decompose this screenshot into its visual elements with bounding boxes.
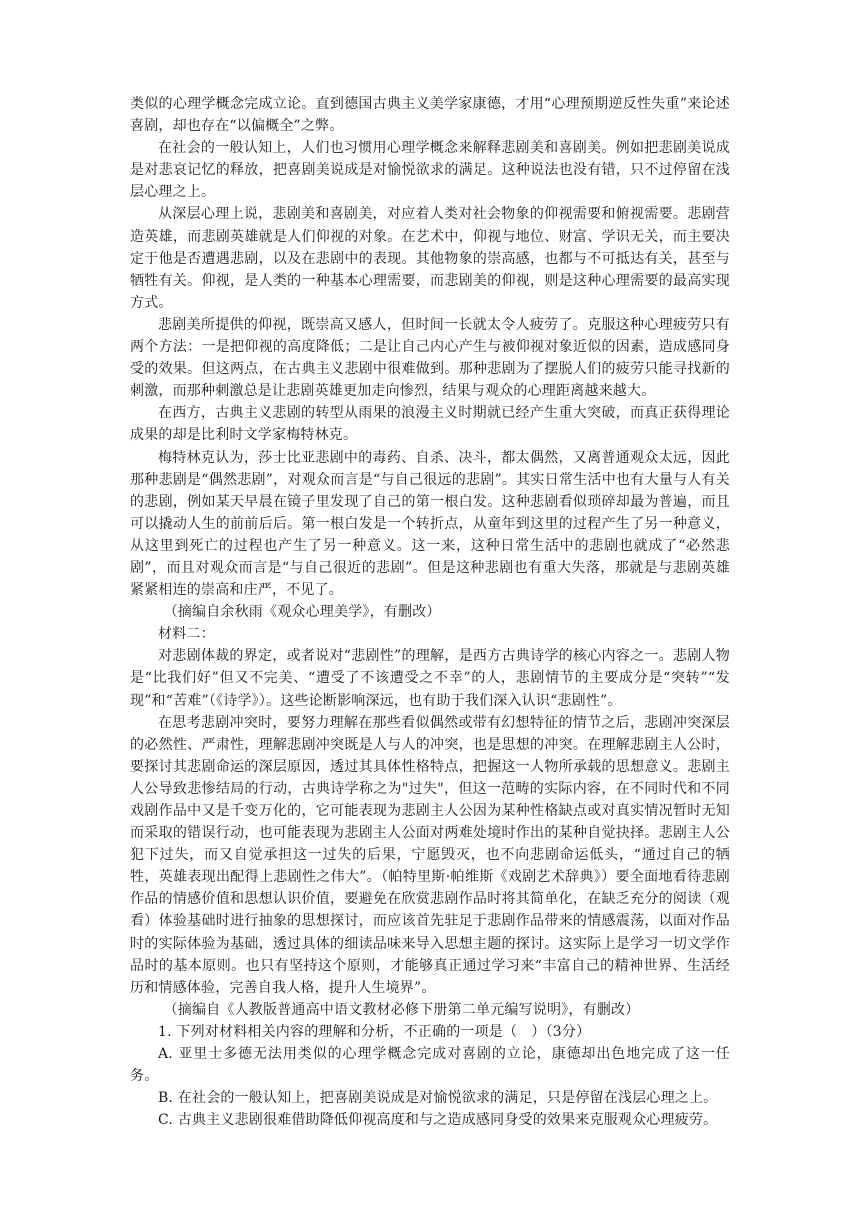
source-note-2: （摘编自《人教版普通高中语文教材必修下册第二单元编写说明》，有删改） [163,1001,640,1018]
paragraph-western-transition: 在西方，古典主义悲剧的转型从雨果的浪漫主义时期就已经产生重大突破，而真正获得理论成果的却是比利时文学家梅特林克。 [130,405,730,444]
paragraph-tragedy-definition: 对悲剧体裁的界定，或者说对“悲剧性”的理解，是西方古典诗学的核心内容之一。悲剧人物是“比我们好”但又不完美、“遭受了不该遭受之不幸”的人，悲剧情节的主要成分是“突转”“发现”和“苦难”（《诗学》）。这些论断影响深远，也有助于我们深入认识“悲剧性”。 [130,648,730,709]
question-1: 1. 下列对材料相关内容的理解和分析，不正确的一项是（ ）（3分） [158,1023,591,1040]
paragraph-fatigue: 悲剧美所提供的仰视，既崇高又感人，但时间一长就太令人疲劳了。克服这种心理疲劳只有两个方法：一是把仰视的高度降低；二是让自己内心产生与被仰视对象近似的因素，造成感同身受的效果。但这两点，在古典主义悲剧中很难做到。那种悲剧为了摆脱人们的疲劳只能寻找新的刺激，而那种刺激总是让悲剧英雄更加走向惨烈，结果与观众的心理距离越来越大。 [130,316,730,400]
option-b: B. 在社会的一般认知上，把喜剧美说成是对愉悦欲求的满足，只是停留在浅层心理之上。 [158,1090,718,1107]
source-note-1: （摘编自余秋雨《观众心理美学》，有删改） [163,604,441,621]
option-a: A. 亚里士多德无法用类似的心理学概念完成对喜剧的立论，康德却出色地完成了这一任务。 [130,1046,730,1085]
document-page [130,93,730,1131]
paragraph-social-cognition: 在社会的一般认知上，人们也习惯用心理学概念来解释悲剧美和喜剧美。例如把悲剧美说成是对悲哀记忆的释放，把喜剧美说成是对愉悦欲求的满足。这种说法也没有错，只不过停留在浅层心理之上。 [130,140,730,201]
material-two-label: 材料二： [158,626,215,643]
paragraph-tragic-conflict: 在思考悲剧冲突时，要努力理解在那些看似偶然或带有幻想特征的情节之后，悲剧冲突深层的必然性、严肃性，理解悲剧冲突既是人与人的冲突，也是思想的冲突。在理解悲剧主人公时，要探讨其悲剧命运的深层原因，透过其具体性格特点，把握这一人物所承载的思想意义。悲剧主人公导致悲惨结局的行动，古典诗学称之为"过失"，但这一范畴的实际内容，在不同时代和不同戏剧作品中又是千变万化的，它可能表现为悲剧主人公因为某种性格缺点或对真实情况暂时无知而采取的错误行动，也可能表现为悲剧主人公面对两难处境时作出的某种自觉抉择。悲剧主人公犯下过失，而又自觉承担这一过失的后果，宁愿毁灭，也不向悲剧命运低头，“通过自己的牺牲，英雄表现出配得上悲剧性之伟大”。（帕特里斯·帕维斯《戏剧艺术辞典》）要全面地看待悲剧作品的情感价值和思想认识价值，要避免在欣赏悲剧作品时将其简单化，在缺乏充分的阅读（观看）体验基础时进行抽象的思想探讨，而应该首先驻足于悲剧作品带来的情感震荡，以面对作品时的实际体验为基础，透过具体的细读品味来导入思想主题的探讨。这实际上是学习一切文学作品时的基本原则。也只有坚持这个原则，才能够真正通过学习来“丰富自己的精神世界、生活经历和情感体验，完善自我人格，提升人生境界”。 [130,714,730,996]
paragraph-maeterlinck: 梅特林克认为，莎士比亚悲剧中的毒药、自杀、决斗，都太偶然，又离普通观众太远，因此那种悲剧是“偶然悲剧”，对观众而言是“与自己很远的悲剧”。其实日常生活中也有大量与人有关的悲剧，例如某天早晨在镜子里发现了自己的第一根白发。这种悲剧看似琐碎却最为普遍，而且可以撬动人生的前前后后。第一根白发是一个转折点，从童年到这里的过程产生了另一种意义，从这里到死亡的过程也产生了另一种意义。这一来，这种日常生活中的悲剧也就成了“必然悲剧”，而且对观众而言是“与自己很近的悲剧”。但是这种悲剧也有重大失落，那就是与悲剧英雄紧紧相连的崇高和庄严，不见了。 [130,449,730,599]
option-c: C. 古典主义悲剧很难借助降低仰视高度和与之造成感同身受的效果来克服观众心理疲劳。 [158,1112,718,1129]
paragraph-intro-continuation: 类似的心理学概念完成立论。直到德国古典主义美学家康德，才用“心理预期逆反性失重”来论述喜剧，却也存在“以偏概全”之弊。 [130,96,730,135]
paragraph-deep-psychology: 从深层心理上说，悲剧美和喜剧美，对应着人类对社会物象的仰视需要和俯视需要。悲剧营造英雄，而悲剧英雄就是人们仰视的对象。在艺术中，仰视与地位、财富、学识无关，而主要决定于他是否遭遇悲剧，以及在悲剧中的表现。其他物象的崇高感，也都与不可抵达有关，甚至与牺牲有关。仰视，是人类的一种基本心理需要，而悲剧美的仰视，则是这种心理需要的最高实现方式。 [130,206,730,311]
